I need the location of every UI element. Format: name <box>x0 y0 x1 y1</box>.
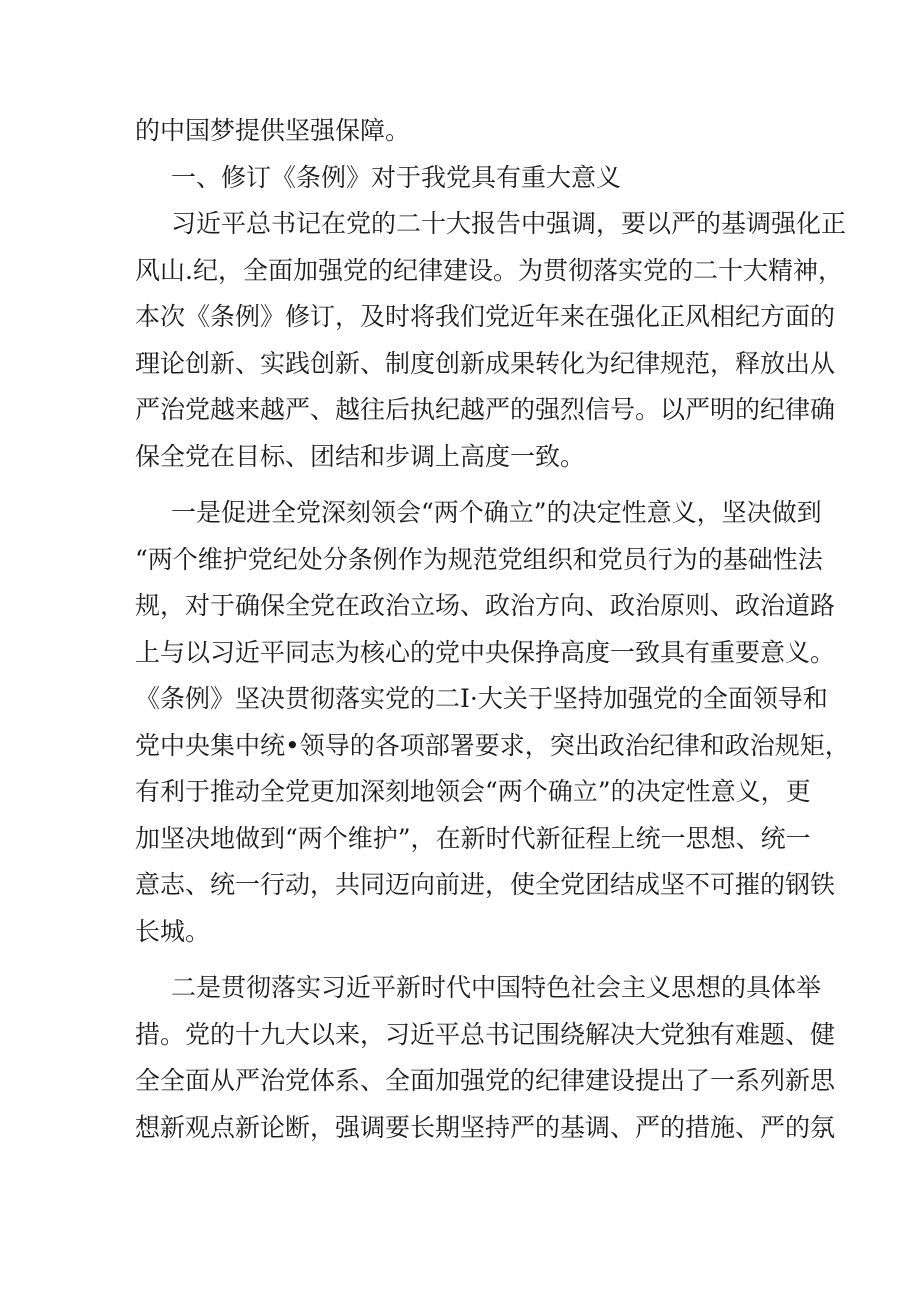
text-line: 《条例》坚决贯彻落实党的二I·大关于坚持加强党的全面领导和 <box>135 684 828 713</box>
text-line: 规，对于确保全党在政治立场、政治方向、政治原则、政治道路 <box>135 591 836 620</box>
text-line: 本次《条例》修订，及时将我们党近年来在强化正风相纪方面的 <box>135 302 836 331</box>
text-line: 理论创新、实践创新、制度创新成果转化为纪律规范，释放出从 <box>135 348 836 378</box>
text-line: 党中央集中统•领导的各项部署要求，突出政治纪律和政治规矩， <box>135 730 850 760</box>
text-line: “两个维护党纪处分条例作为规范党组织和党员行为的基础性法 <box>135 544 823 574</box>
text-line: 长城。 <box>135 916 211 946</box>
text-line: 一是促进全党深刻领会“两个确立”的决定性意义，坚决做到 <box>171 498 822 527</box>
text-line: 有利于推动全党更加深刻地领会“两个确立”的决定性意义，更 <box>135 777 811 806</box>
text-line: 加坚决地做到“两个维护”，在新时代新征程上统一思想、统一 <box>135 823 811 853</box>
text-line: 习近平总书记在党的二十大报告中强调，要以严的基调强化正 <box>171 209 847 238</box>
document-body <box>135 108 850 1151</box>
text-line: 意志、统一行动，共同迈向前进，使全党团结成坚不可摧的钢铁 <box>135 870 836 899</box>
text-line: 风山.纪，全面加强党的纪律建设。为贯彻落实党的二十大精神， <box>135 255 843 285</box>
text-line: 措。党的十九大以来，习近平总书记围绕解决大党独有难题、健 <box>135 1019 836 1049</box>
text-line: 上与以习近平同志为核心的党中央保挣高度一致具有重要意义。 <box>135 637 836 667</box>
section-heading: 一、修订《条例》对于我党具有重大意义 <box>171 162 622 192</box>
text-line: 全全面从严治党体系、全面加强党的纪律建设提出了一系列新思 <box>135 1066 836 1095</box>
text-line: 二是贯彻落实习近平新时代中国特色社会主义思想的具体举 <box>171 973 822 1002</box>
text-line: 想新观点新论断，强调要长期坚持严的基调、严的措施、严的氛 <box>135 1112 836 1142</box>
text-line: 严治党越来越严、越往后执纪越严的强烈信号。以严明的纪律确 <box>135 395 836 424</box>
text-line-continuation: 的中国梦提供坚强保障。 <box>135 116 411 145</box>
text-line: 保全党在目标、团结和步调上高度一致。 <box>135 441 586 471</box>
